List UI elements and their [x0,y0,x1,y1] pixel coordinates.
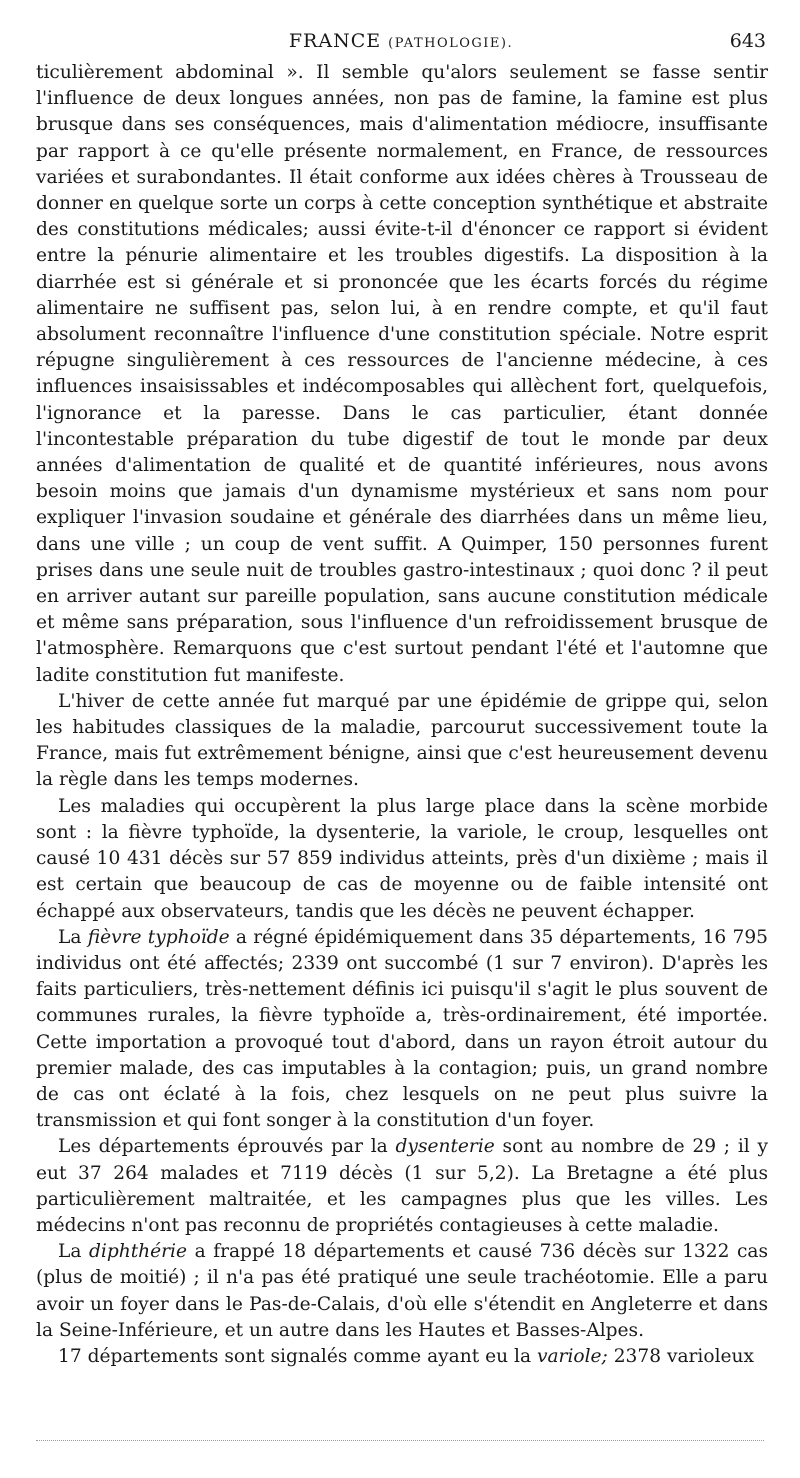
article-body [36,60,768,1370]
paragraph-text: Les maladies qui occupèrent la plus large place dans la scène morbide sont : la fièvre typhoïde, la dysenterie, la variole, le croup, lesquelles ont causé 10 431 décès sur 57 859 individus atteints, près d'un dixième ; mais il est certain que beaucoup de cas de moyenne ou de faible intensité ont échappé aux observateurs, tandis que les décès ne peuvent échapper. [36,795,768,922]
paragraph [36,1344,768,1370]
footer-dotted-rule [36,1440,764,1441]
paragraph-text: a frappé 18 départements et causé 736 décès sur 1322 cas (plus de moitié) ; il n'a pas été pratiqué une seule trachéotomie. Elle a paru avoir un foyer dans le Pas-de-Calais, d'où elle s'étendit en Angleterre et dans la Seine-Inférieure, et un autre dans les Hautes et Basses-Alpes. [36,1241,768,1341]
paragraph [36,1134,768,1239]
paragraph-text: La [58,1241,89,1263]
paragraph-text: La [58,926,88,948]
paragraph-text: a régné épidémiquement dans 35 départements, 16 795 individus ont été affectés; 2339 ont succombé (1 sur 7 environ). D'après les faits particuliers, très-nettement définis ici puisqu'il s'agit le plus souvent de communes rurales, la fièvre typhoïde a, très-ordinairement, été importée. Cette importation a provoqué tout d'abord, dans un rayon étroit autour du premier malade, des cas imputables à la contagion; puis, un grand nombre de cas ont éclaté à la fois, chez lesquels on ne peut plus suivre la transmission et qui font songer à la constitution d'un foyer. [36,926,768,1132]
italic-term: dysenterie [395,1136,495,1158]
paragraph-text: 2378 varioleux [607,1345,754,1367]
paragraph-text: Les départements éprouvés par la [58,1136,396,1158]
paragraph [36,689,768,794]
paragraph [36,925,768,1135]
paragraph-text: sont au nombre de 29 ; il y eut 37 264 malades et 7119 décès (1 sur 5,2). La Bretagne a été plus particulièrement maltraitée, et les campagnes plus que les villes. Les médecins n'ont pas reconnu de propriétés contagieuses à cette maladie. [36,1136,768,1236]
paragraph [36,1239,768,1344]
running-title [36,30,766,52]
paragraph [36,60,768,689]
running-head [36,30,766,62]
paragraph-text: L'hiver de cette année fut marqué par une épidémie de grippe qui, selon les habitudes classiques de la maladie, parcourut successivement toute la France, mais fut extrêmement bénigne, ainsi que c'est heureusement devenu la règle dans les temps modernes. [36,690,768,791]
paragraph-text: 17 départements sont signalés comme ayant eu la [58,1345,537,1367]
italic-term: diphthérie [88,1241,188,1263]
italic-term: fièvre typhoïde [87,926,230,948]
paragraph-text: ticulièrement abdominal ». Il semble qu'alors seulement se fasse sentir l'influence de deux longues années, non pas de famine, la famine est plus brusque dans ses conséquences, mais d'alimentation médiocre, insuffisante par rapport à ce qu'elle présente normalement, en France, de ressources variées et surabondantes. Il était conforme aux idées chères à Trousseau de donner en quelque sorte un corps à cette conception synthétique et abstraite des constitutions médicales; aussi évite-t-il d'énoncer ce rapport si évident entre la pénurie alimentaire et les troubles digestifs. La disposition à la diarrhée est si générale et si prononcée que les écarts forcés du régime alimentaire ne suffisent pas, selon lui, à en rendre compte, et qu'il faut absolument reconnaître l'influence d'une constitution spéciale. Notre esprit répugne singulièrement à ces ressources de l'ancienne médecine, à ces influences insaisissables et indécomposables qui allèchent fort, quelquefois, l'ignorance et la paresse. Dans le cas particulier, étant donnée l'incontestable préparation du tube digestif de tout le monde par deux années d'alimentation de qualité et de quantité inférieures, nous avons besoin moins que jamais d'un dynamisme mystérieux et sans nom pour expliquer l'invasion soudaine et générale des diarrhées dans un même lieu, dans une ville ; un coup de vent suffit. A Quimper, 150 personnes furent prises dans une seule nuit de troubles gastro-intestinaux ; quoi donc ? il peut en arriver autant sur pareille population, sans aucune constitution médicale et même sans préparation, sous l'influence d'un refroidissement brusque de l'atmosphère. Remarquons que c'est surtout pendant l'été et l'automne que ladite constitution fut manifeste. [36,62,768,686]
running-title-sub: (PATHOLOGIE). [388,36,514,51]
running-title-main: FRANCE [288,30,382,52]
italic-term: variole; [536,1345,608,1367]
page-number: 643 [729,30,766,52]
paragraph [36,794,768,925]
